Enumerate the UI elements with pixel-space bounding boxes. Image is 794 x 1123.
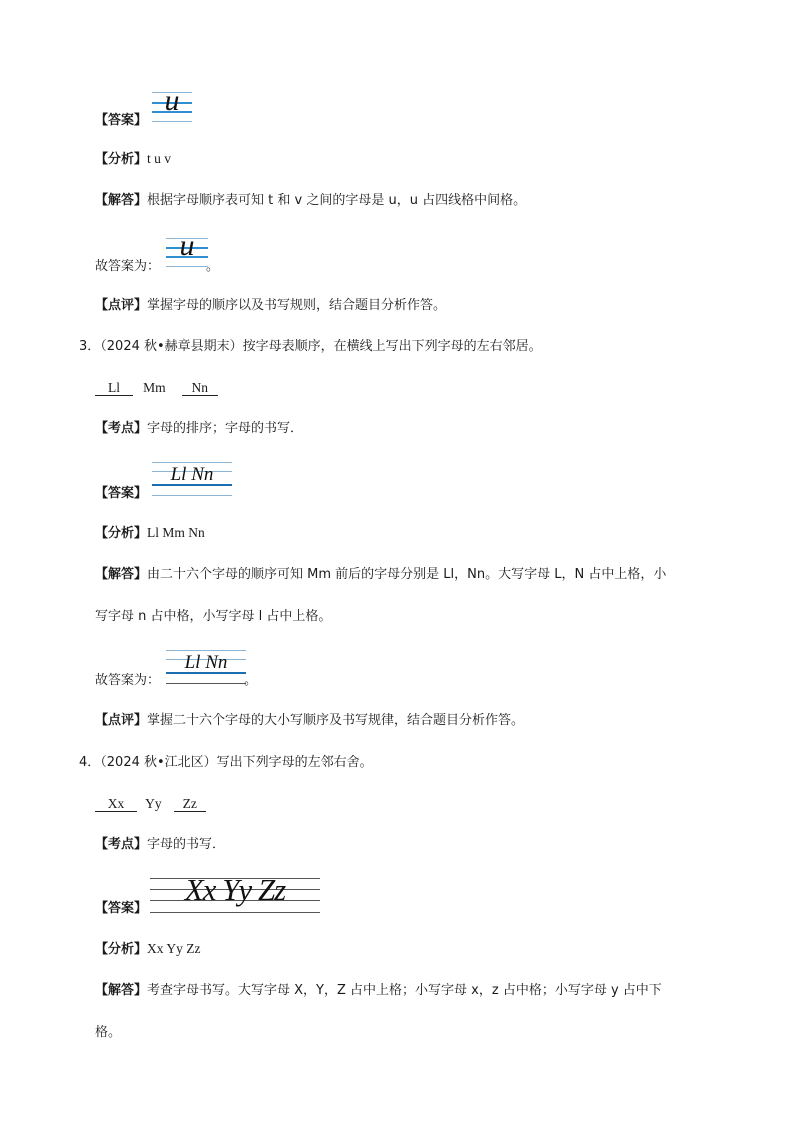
question-4-solution-row-2 — [95, 1024, 121, 1042]
analysis-tag: 【分析】 — [95, 152, 148, 167]
analysis-tag: 【分析】 — [95, 526, 148, 541]
analysis-row — [95, 150, 171, 169]
analysis-tag: 【分析】 — [95, 942, 148, 957]
question-3-solution-line-1: 由二十六个字母的顺序可知 Mm 前后的字母分别是 Ll，Nn。大写字母 L，N 占中上格，小 — [147, 567, 667, 582]
question-3-text: （2024 秋•赫章县期末）按字母表顺序，在横线上写出下列字母的左右邻居。 — [100, 339, 542, 354]
therefore-period: 。 — [244, 673, 258, 688]
question-4-analysis-row — [95, 940, 201, 959]
solution-tag: 【解答】 — [95, 983, 148, 998]
answer-tag: 【答案】 — [95, 901, 148, 916]
question-4-solution-row-1 — [95, 982, 662, 1000]
question-4-solution-line-2: 格。 — [95, 1025, 122, 1040]
question-4-answer-letters: Xx Yy Zz — [184, 872, 286, 907]
answer-tag: 【答案】 — [95, 486, 148, 501]
question-3-keypoint-text: 字母的排序；字母的书写． — [147, 421, 304, 436]
therefore-prefix: 故答案为： — [95, 673, 161, 688]
question-4-blank-1: Xx — [95, 797, 137, 812]
review-tag: 【点评】 — [95, 713, 148, 728]
question-3-answer-row — [95, 485, 147, 503]
question-4-blanks — [95, 795, 206, 814]
question-3-solution-line-2: 写字母 n 占中格，小写字母 l 占中上格。 — [95, 609, 332, 624]
question-3-blank-1: Ll — [95, 381, 133, 396]
question-3-solution-row-2 — [95, 608, 331, 626]
answer-letters: u — [164, 84, 180, 117]
question-4-solution-line-1: 考查字母书写。大写字母 X，Y，Z 占中上格；小写字母 x，z 占中格；小写字母 y 占中下 — [147, 983, 662, 998]
question-3-blanks — [95, 379, 218, 398]
answer-tag: 【答案】 — [95, 113, 148, 128]
question-3-answer-letters: Ll Nn — [170, 464, 214, 485]
keypoint-tag: 【考点】 — [95, 421, 148, 436]
question-3-review-text: 掌握二十六个字母的大小写顺序及书写规律，结合题目分析作答。 — [147, 713, 525, 728]
analysis-text: t u v — [147, 151, 172, 166]
keypoint-tag: 【考点】 — [95, 837, 148, 852]
question-3-blank-2: Nn — [182, 381, 218, 396]
question-4-blank-2: Zz — [174, 797, 206, 812]
question-3-solution-row-1 — [95, 566, 666, 584]
question-4-stem — [79, 754, 373, 772]
question-3-answer-four-line-grid — [152, 460, 232, 498]
question-4-keypoint-text: 字母的书写． — [147, 837, 226, 852]
question-4-keypoint-row — [95, 836, 225, 854]
solution-tag: 【解答】 — [95, 193, 148, 208]
question-3-number: 3． — [79, 339, 101, 354]
question-3-review-row — [95, 712, 524, 730]
solution-text: 根据字母顺序表可知 t 和 v 之间的字母是 u，u 占四线格中间格。 — [147, 193, 527, 208]
question-3-analysis-text: Ll Mm Nn — [147, 525, 205, 540]
question-3-therefore-letters: Ll Nn — [184, 652, 228, 673]
solution-row — [95, 192, 526, 210]
answer-row — [95, 112, 147, 130]
solution-tag: 【解答】 — [95, 567, 148, 582]
answer-four-line-grid — [152, 84, 192, 124]
question-4-number: 4． — [79, 755, 101, 770]
therefore-prefix: 故答案为： — [95, 259, 161, 274]
question-4-text: （2024 秋•江北区）写出下列字母的左邻右舍。 — [100, 755, 373, 770]
question-3-given: Mm — [143, 380, 166, 395]
review-row — [95, 297, 446, 315]
question-4-given: Yy — [145, 796, 162, 811]
therefore-letters: u — [179, 229, 195, 262]
review-text: 掌握字母的顺序以及书写规则，结合题目分析作答。 — [147, 298, 447, 313]
question-3-stem — [79, 338, 542, 356]
question-3-therefore-four-line-grid — [166, 648, 246, 686]
therefore-period: 。 — [206, 259, 220, 274]
question-4-answer-four-line-grid — [150, 874, 320, 916]
review-tag: 【点评】 — [95, 298, 148, 313]
therefore-four-line-grid — [166, 229, 208, 270]
question-3-keypoint-row — [95, 420, 303, 438]
question-4-analysis-text: Xx Yy Zz — [147, 941, 201, 956]
question-3-analysis-row — [95, 524, 205, 543]
question-4-answer-row — [95, 900, 147, 918]
